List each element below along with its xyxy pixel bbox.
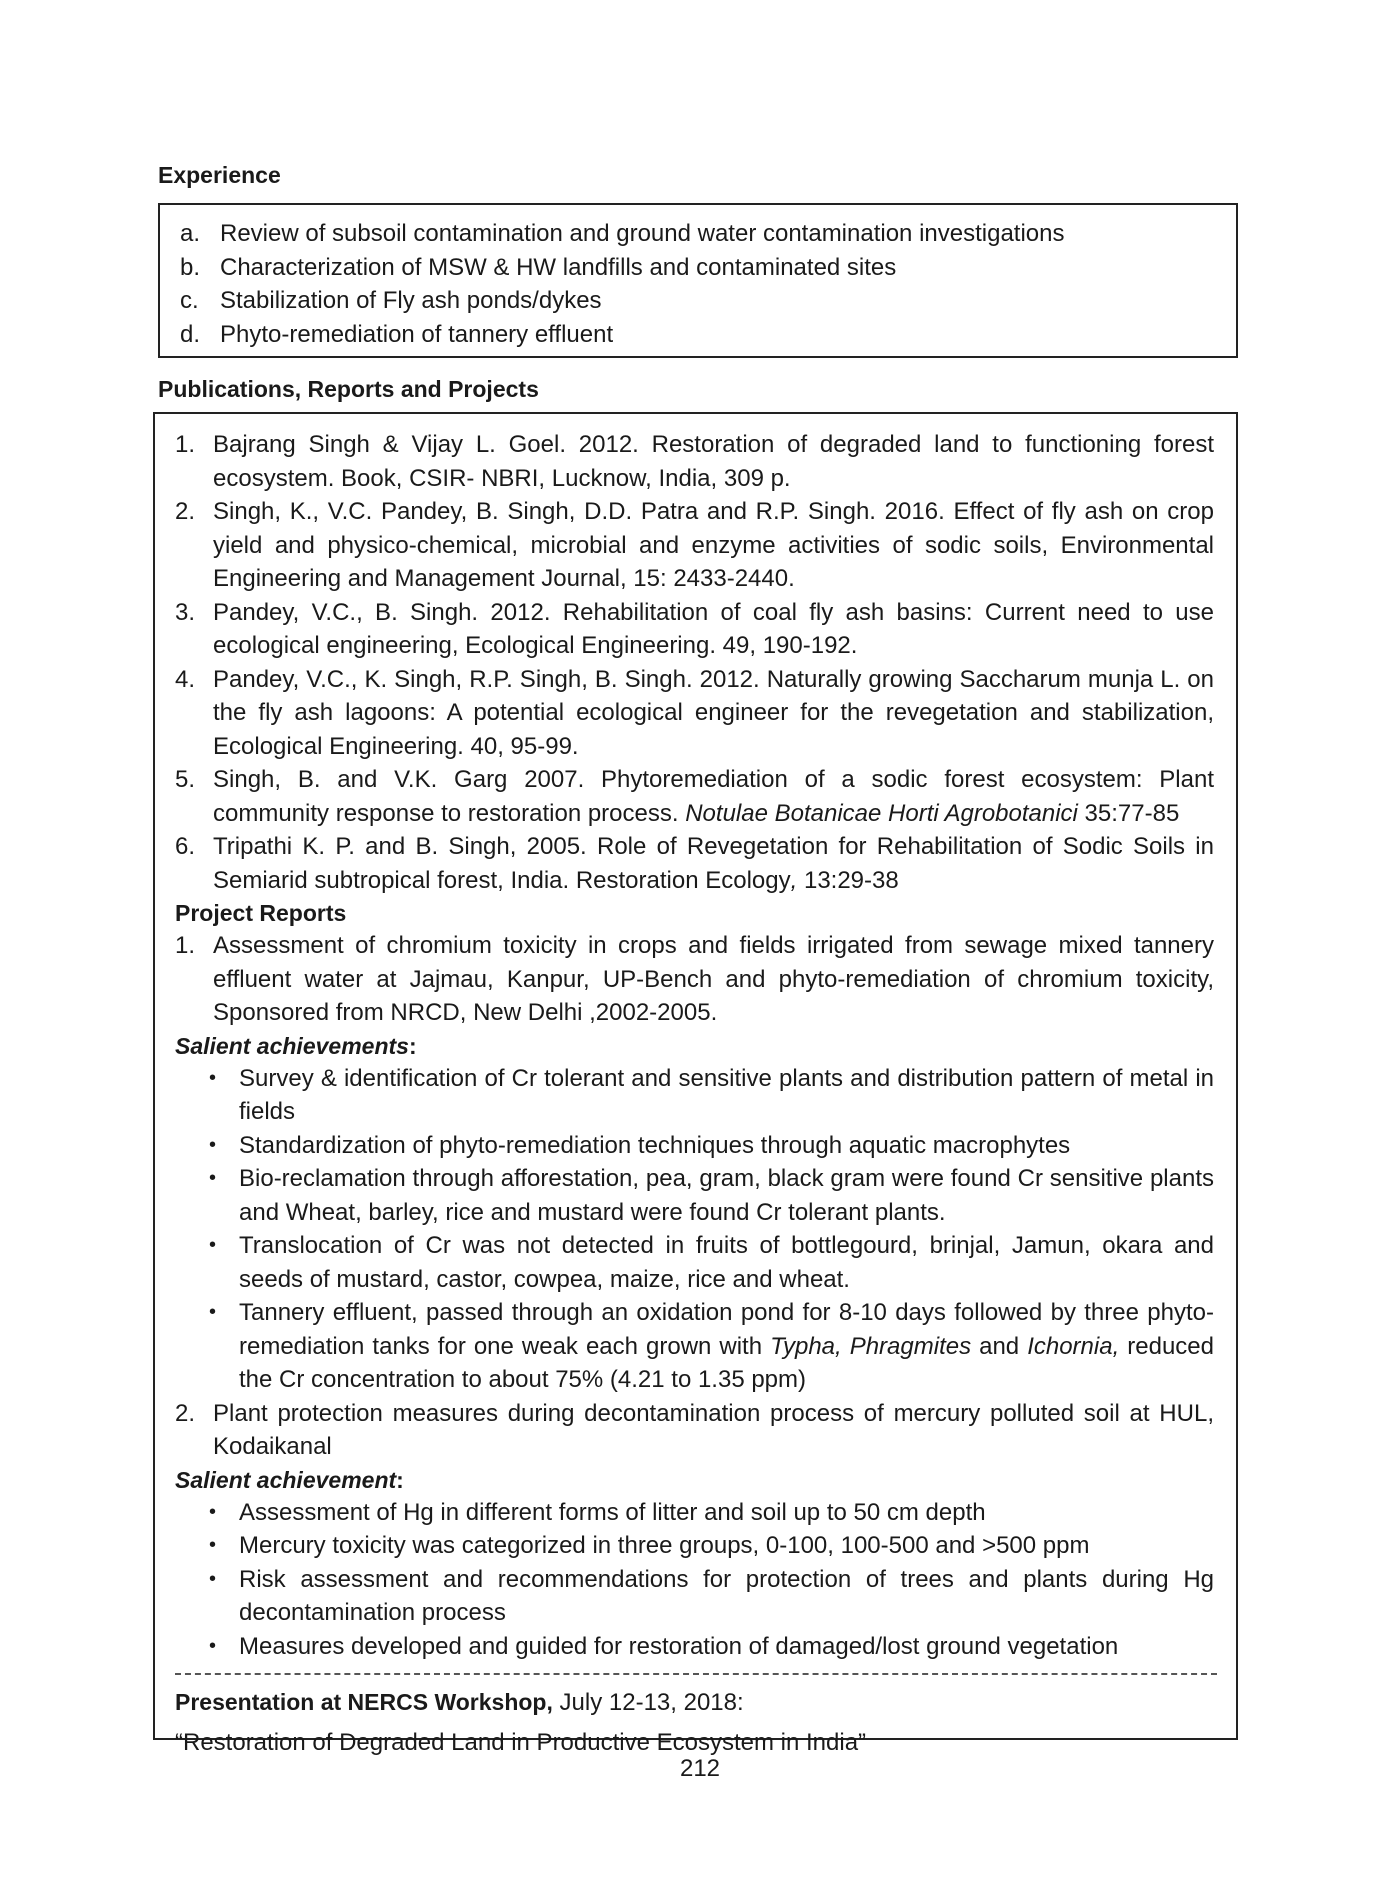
achievement-bullet: • Tannery effluent, passed through an oxidation pond for 8-10 days followed by three phyto-remediation tanks for one weak each grown with Typha, Phragmites and Ichornia, reduced the Cr concentration to about 75% (4.21 to 1.35 ppm) [175,1296,1214,1397]
publications-box [153,412,1238,1756]
publication-item: 3. Pandey, V.C., B. Singh. 2012. Rehabilitation of coal fly ash basins: Current need to use ecological engineering, Ecological Engineering. 49, 190-192. [175,598,1214,659]
achievement-bullet: • Assessment of Hg in different forms of litter and soil up to 50 cm depth [175,1496,1214,1530]
achievement-bullet: • Survey & identification of Cr tolerant and sensitive plants and distribution pattern of metal in fields [175,1062,1214,1129]
bullet-icon: • [209,1634,217,1657]
salient-achievement-label: Salient achievement: [175,1466,404,1493]
publication-item: 1. Bajrang Singh & Vijay L. Goel. 2012. Restoration of degraded land to functioning forest ecosystem. Book, CSIR- NBRI, Lucknow, India, 309 p. [175,431,1214,492]
achievement-bullet: • Translocation of Cr was not detected in fruits of bottlegourd, brinjal, Jamun, okara and seeds of mustard, castor, cowpea, maize, rice and wheat. [175,1229,1214,1296]
achievement-bullet: • Mercury toxicity was categorized in three groups, 0-100, 100-500 and >500 ppm [175,1529,1214,1563]
bullet-icon: • [209,1133,217,1156]
experience-box [158,203,1238,358]
journal-name: Notulae Botanicae Horti Agrobotanici [685,799,1078,827]
achievement-bullet: • Standardization of phyto-remediation techniques through aquatic macrophytes [175,1129,1214,1163]
bullet-icon: • [209,1301,217,1323]
publication-item: 4. Pandey, V.C., K. Singh, R.P. Singh, B. Singh. 2012. Naturally growing Saccharum munja L. on the fly ash lagoons: A potential ecological engineer for the revegetation and stabilization, Ecological Engineering. 40, 95-99. [175,665,1214,760]
salient-achievements-label: Salient achievements: [175,1032,417,1059]
experience-heading: Experience [158,162,281,188]
bullet-icon: • [209,1167,217,1189]
presentation-line [175,1685,1214,1720]
experience-item: b. Characterization of MSW & HW landfills and contaminated sites [180,253,897,281]
experience-item: a. Review of subsoil contamination and ground water contamination investigations [180,220,1065,247]
bullet-icon: • [209,1500,217,1523]
bullet-icon: • [209,1066,217,1089]
bullet-icon: • [209,1534,217,1556]
page-number: 212 [679,1755,721,1782]
project-report-item: 1. Assessment of chromium toxicity in crops and fields irrigated from sewage mixed tannery effluent water at Jajmau, Kanpur, UP-Bench and phyto-remediation of chromium toxicity, Sponsored from NRCD, New Delhi ,2002-2005. [175,932,1214,1026]
bullet-icon: • [209,1567,217,1590]
project-report-item: 2. Plant protection measures during decontamination process of mercury polluted soil at HUL, Kodaikanal [175,1399,1214,1460]
publications-heading: Publications, Reports and Projects [158,376,539,402]
presentation-title: “Restoration of Degraded Land in Productive Ecosystem in India” [175,1729,867,1756]
publication-item: 5. Singh, B. and V.K. Garg 2007. Phytoremediation of a sodic forest ecosystem: Plant community response to restoration process. Notulae Botanicae Horti Agrobotanici 35:77-85 [175,766,1214,827]
presentation-date: July 12-13, 2018: [552,1689,744,1716]
achievement-bullet: • Bio-reclamation through afforestation, pea, gram, black gram were found Cr sensitive plants and Wheat, barley, rice and mustard were found Cr tolerant plants. [175,1162,1214,1229]
publication-item: 6. Tripathi K. P. and B. Singh, 2005. Role of Revegetation for Rehabilitation of Sodic Soils in Semiarid subtropical forest, India. Restoration Ecology, 13:29-38 [175,833,1214,894]
achievement-bullet: • Measures developed and guided for restoration of damaged/lost ground vegetation [175,1630,1214,1664]
achievement-bullet: • Risk assessment and recommendations for protection of trees and plants during Hg decontamination process [175,1563,1214,1630]
bullet-icon: • [209,1234,217,1256]
project-reports-heading: Project Reports [175,900,347,926]
experience-item: c. Stabilization of Fly ash ponds/dykes [180,287,602,314]
presentation-label: Presentation at NERCS Workshop, [175,1689,553,1715]
dashed-divider [175,1673,1217,1675]
publication-item: 2. Singh, K., V.C. Pandey, B. Singh, D.D. Patra and R.P. Singh. 2016. Effect of fly ash on crop yield and physico-chemical, microbial and enzyme activities of sodic soils, Environmental Engineering and Management Journal, 15: 2433-2440. [175,498,1214,592]
experience-item: d. Phyto-remediation of tannery effluent [180,320,614,348]
